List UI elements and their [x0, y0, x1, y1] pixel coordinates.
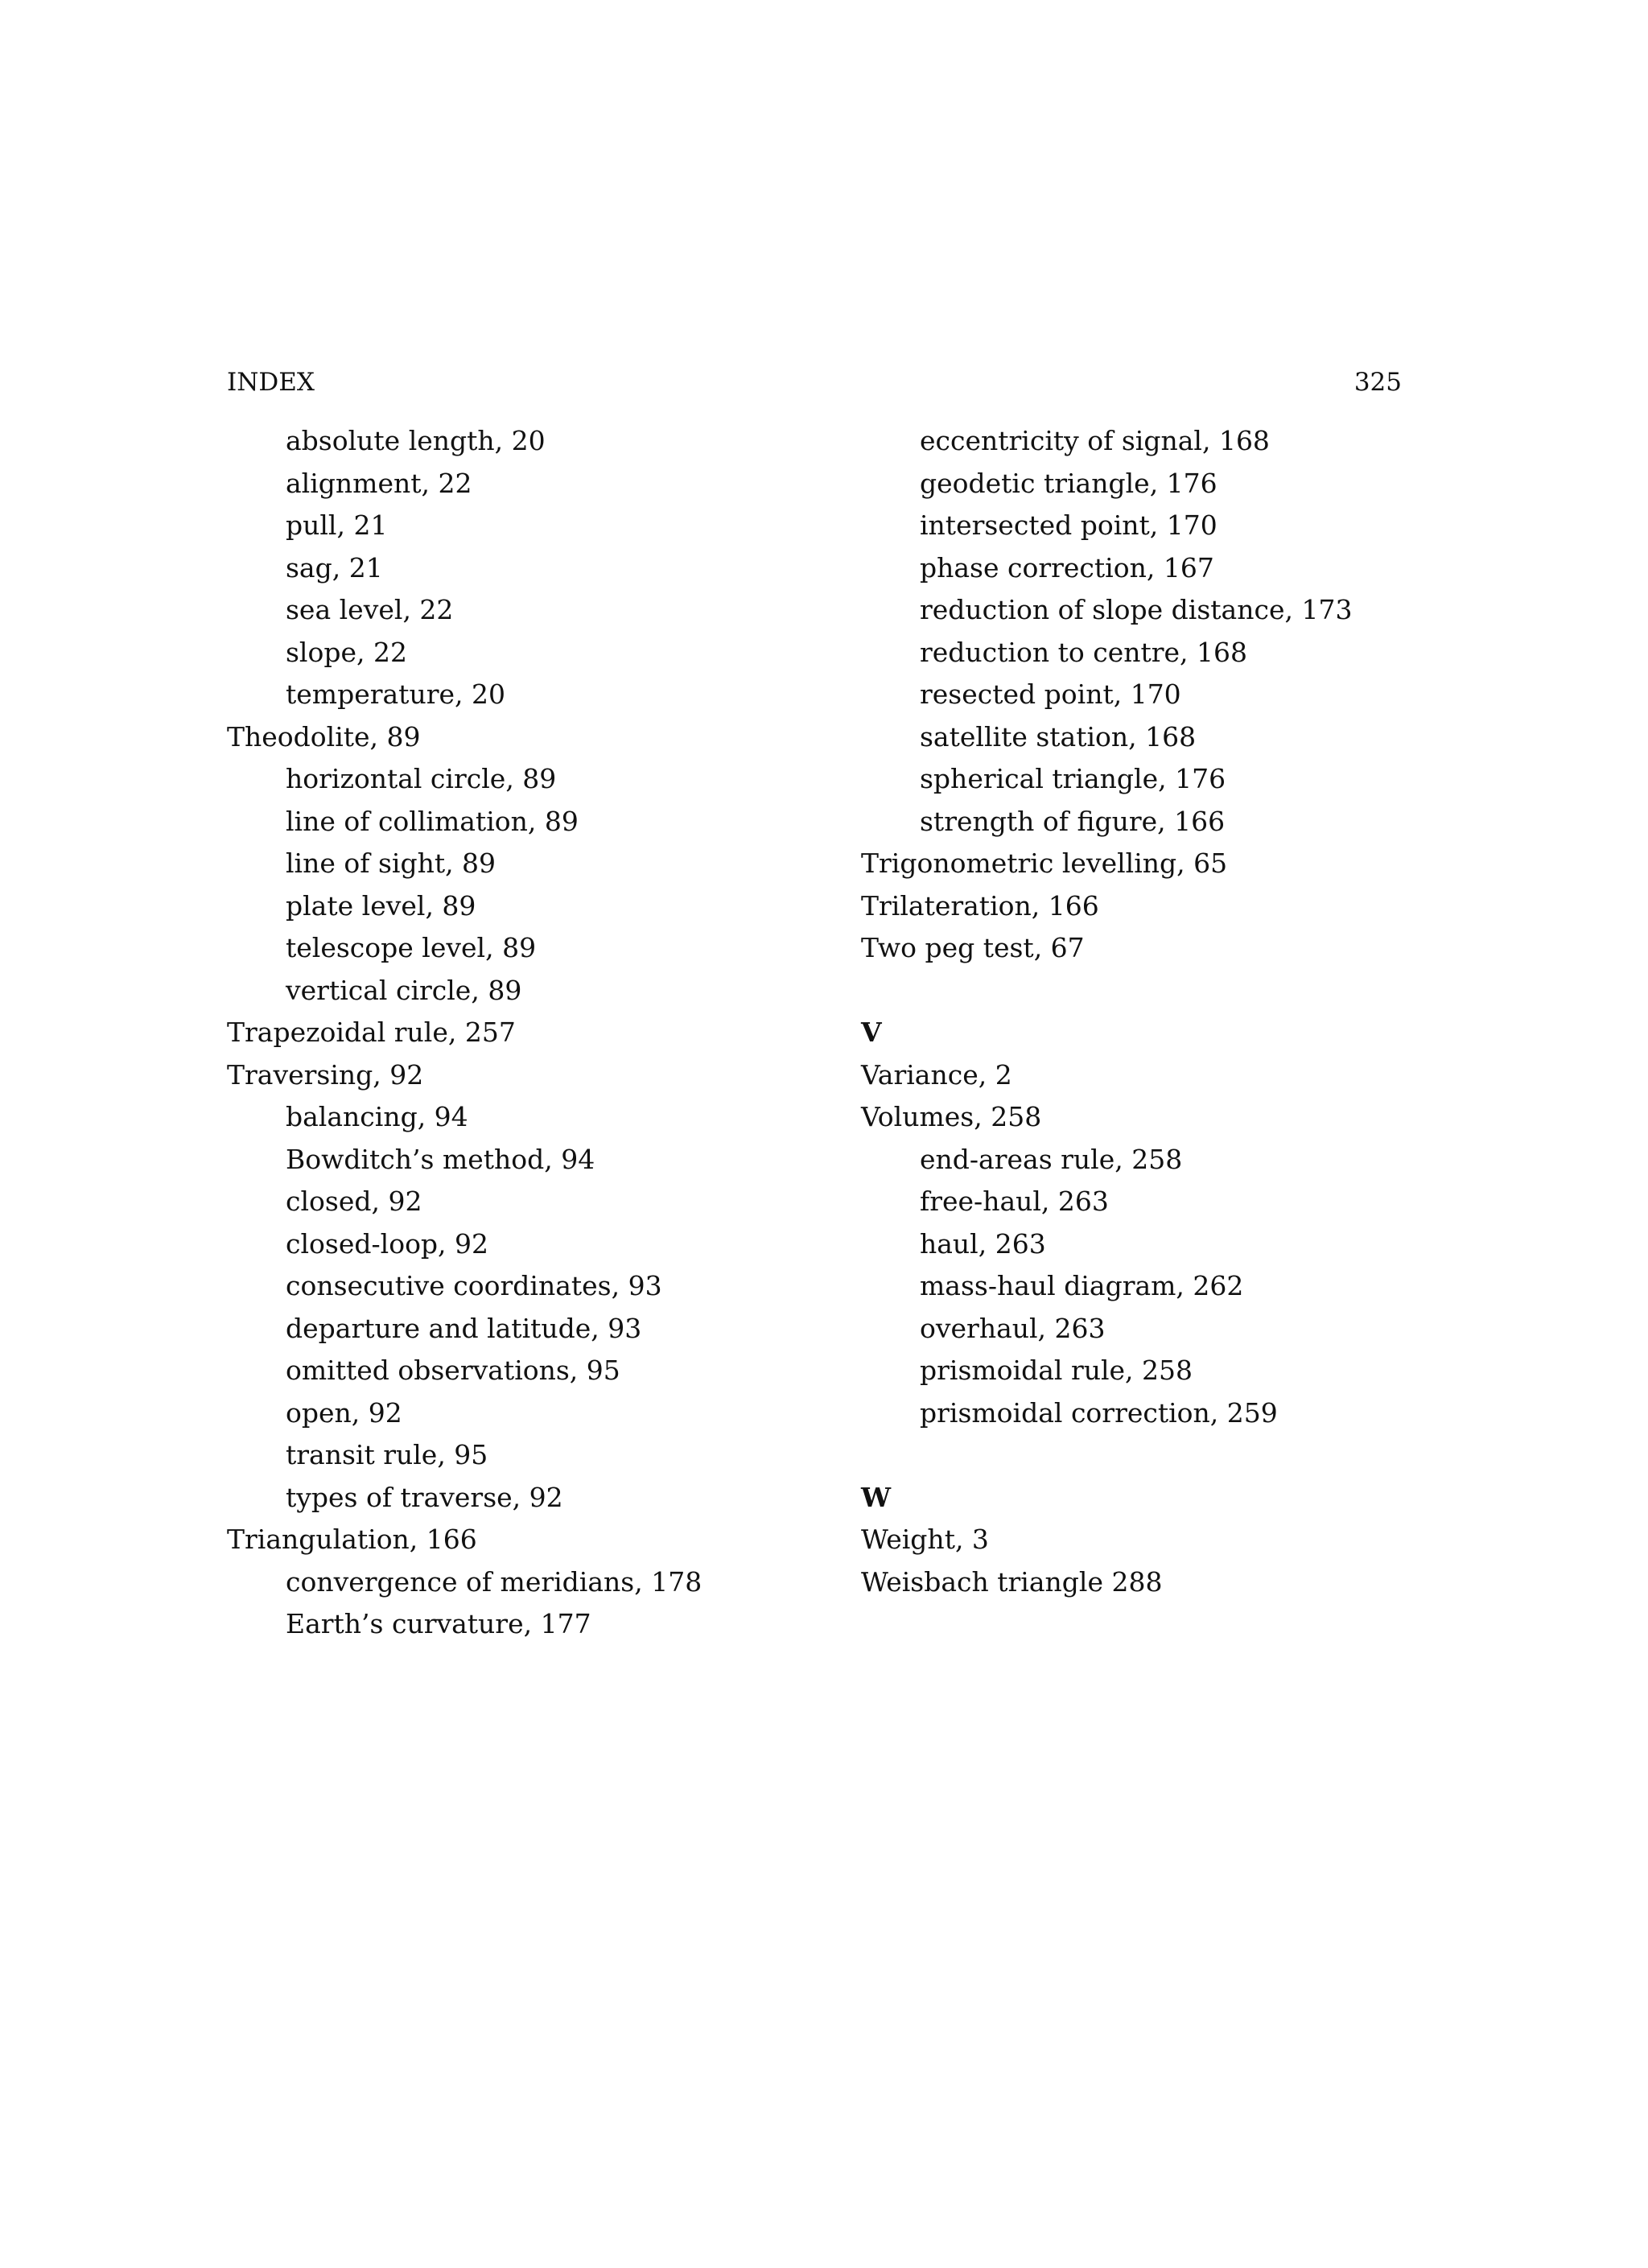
index-subentry: alignment, 22: [286, 467, 472, 499]
index-subentry: absolute length, 20: [286, 425, 546, 456]
index-subentry: types of traverse, 92: [286, 1481, 563, 1513]
index-subentry: satellite station, 168: [920, 720, 1197, 753]
index-subentry: phase correction, 167: [920, 551, 1214, 583]
index-subentry: slope, 22: [286, 636, 407, 668]
index-subentry: vertical circle, 89: [286, 974, 522, 1006]
index-column-left: [227, 420, 806, 1646]
page-number: 325: [1353, 368, 1402, 397]
index-subentry: telescope level, 89: [286, 932, 537, 963]
index-entry: Triangulation, 166: [227, 1524, 477, 1555]
index-subentry: overhaul, 263: [920, 1312, 1106, 1344]
index-subentry: eccentricity of signal, 168: [920, 425, 1270, 456]
index-entry: Weisbach triangle 288: [861, 1565, 1163, 1598]
index-subentry: mass-haul diagram, 262: [920, 1270, 1244, 1301]
running-head: [227, 362, 1402, 402]
index-subentry: balancing, 94: [286, 1101, 468, 1132]
section-spacer: [861, 970, 1440, 1012]
index-section-letter: V: [861, 1016, 882, 1048]
index-subentry: line of sight, 89: [286, 847, 496, 879]
running-head-title: INDEX: [227, 368, 315, 397]
index-entry: Volumes, 258: [861, 1101, 1042, 1132]
index-subentry: pull, 21: [286, 509, 388, 541]
index-subentry: geodetic triangle, 176: [920, 467, 1217, 499]
index-subentry: spherical triangle, 176: [920, 763, 1226, 794]
index-subentry: closed-loop, 92: [286, 1227, 489, 1260]
index-entry: Two peg test, 67: [861, 932, 1085, 963]
index-column-right: [861, 420, 1440, 1603]
index-subentry: haul, 263: [920, 1227, 1046, 1260]
index-subentry: sag, 21: [286, 551, 383, 583]
index-subentry: open, 92: [286, 1396, 402, 1429]
index-subentry: Earth’s curvature, 177: [286, 1608, 591, 1639]
index-subentry: reduction to centre, 168: [920, 636, 1248, 668]
index-subentry: convergence of meridians, 178: [286, 1565, 702, 1598]
index-subentry: strength of figure, 166: [920, 805, 1226, 837]
index-subentry: Bowditch’s method, 94: [286, 1143, 595, 1175]
index-subentry: omitted observations, 95: [286, 1355, 620, 1386]
index-subentry: free-haul, 263: [920, 1186, 1109, 1217]
index-subentry: temperature, 20: [286, 678, 505, 710]
index-subentry: prismoidal rule, 258: [920, 1355, 1193, 1386]
index-entry: Trilateration, 166: [861, 889, 1099, 922]
index-subentry: departure and latitude, 93: [286, 1312, 642, 1344]
index-subentry: end-areas rule, 258: [920, 1143, 1183, 1175]
index-entry: Trapezoidal rule, 257: [227, 1016, 516, 1048]
index-entry: Variance, 2: [861, 1058, 1012, 1091]
index-section-letter: W: [861, 1481, 892, 1513]
index-entry: Weight, 3: [861, 1524, 989, 1555]
index-subentry: closed, 92: [286, 1186, 422, 1217]
section-spacer: [861, 1434, 1440, 1477]
index-entry: Traversing, 92: [227, 1058, 424, 1091]
index-subentry: sea level, 22: [286, 594, 454, 625]
index-entry: Trigonometric levelling, 65: [861, 847, 1228, 879]
index-subentry: transit rule, 95: [286, 1439, 488, 1470]
index-subentry: reduction of slope distance, 173: [920, 594, 1353, 625]
index-subentry: prismoidal correction, 259: [920, 1396, 1278, 1429]
index-subentry: intersected point, 170: [920, 509, 1217, 541]
index-subentry: consecutive coordinates, 93: [286, 1270, 662, 1301]
index-subentry: horizontal circle, 89: [286, 763, 557, 794]
index-subentry: plate level, 89: [286, 889, 476, 922]
index-subentry: line of collimation, 89: [286, 805, 579, 837]
index-entry: Theodolite, 89: [227, 720, 421, 753]
index-subentry: resected point, 170: [920, 678, 1181, 710]
